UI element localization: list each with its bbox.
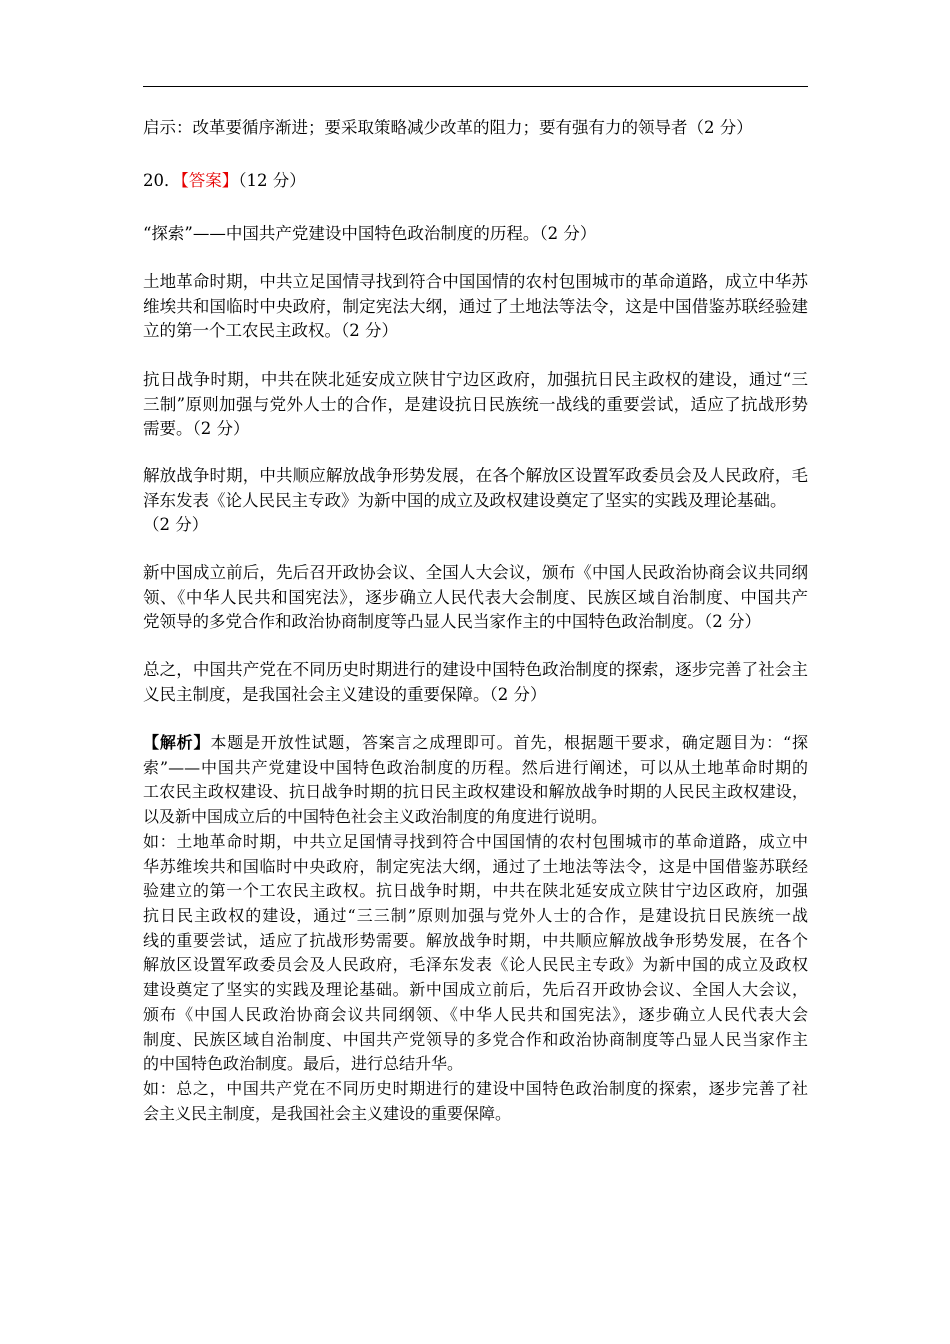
- question-heading: [143, 169, 808, 194]
- header-rule: [143, 86, 808, 87]
- answer-line: 三制”原则加强与党外人士的合作，是建设抗日民族统一战线的重要尝试，适应了抗战形势: [143, 394, 808, 414]
- analysis-line: 如：土地革命时期，中共立足国情寻找到符合中国国情的农村包围城市的革命道路，成立中: [143, 831, 808, 851]
- answer-theme: [143, 222, 808, 247]
- answer-tag: 【答案】: [180, 171, 239, 190]
- answer-paragraph-summary: [143, 658, 808, 707]
- answer-theme-line: “探索”——中国共产党建设中国特色政治制度的历程。（2 分）: [143, 224, 597, 243]
- analysis-line: 线的重要尝试，适应了抗战形势需要。解放战争时期，中共顺应解放战争形势发展，在各个: [143, 930, 808, 950]
- answer-line: 总之，中国共产党在不同历史时期进行的建设中国特色政治制度的探索，逐步完善了社会主: [143, 660, 808, 679]
- analysis-line: [143, 731, 808, 756]
- answer-line: 解放战争时期，中共顺应解放战争形势发展，在各个解放区设置军政委员会及人民政府，毛: [143, 466, 808, 485]
- answer-line: 抗日战争时期，中共在陕北延安成立陕甘宁边区政府，加强抗日民主政权的建设，通过“三: [143, 370, 808, 389]
- analysis-line: 建设奠定了坚实的实践及理论基础。新中国成立前后，先后召开政协会议、全国人大会议，: [143, 980, 808, 1000]
- answer-line: 需要。（2 分）: [143, 419, 250, 438]
- answer-line: 义民主制度，是我国社会主义建设的重要保障。（2 分）: [143, 684, 547, 704]
- answer-line: （2 分）: [143, 515, 209, 534]
- answer-line: 泽东发表《论人民民主专政》为新中国的成立及政权建设奠定了坚实的实践及理论基础。: [143, 490, 787, 510]
- answer-line: 党领导的多党合作和政治协商制度等凸显人民当家作主的中国特色政治制度。（2 分）: [143, 612, 761, 631]
- analysis-line: 制度、民族区域自治制度、中国共产党领导的多党合作和政治协商制度等凸显人民当家作主: [143, 1029, 808, 1049]
- analysis-text: 本题是开放性试题，答案言之成理即可。首先，根据题干要求，确定题目为：“探: [210, 733, 808, 752]
- analysis-line: 解放区设置军政委员会及人民政府，毛泽东发表《论人民民主专政》为新中国的成立及政权: [143, 955, 808, 975]
- answer-paragraph-liberation-war: [143, 464, 808, 538]
- analysis-line: 抗日民主政权的建设，通过“三三制”原则加强与党外人士的合作，是建设抗日民族统一战: [143, 906, 808, 926]
- analysis-line: 华苏维埃共和国临时中央政府，制定宪法大纲，通过了土地法等法令，这是中国借鉴苏联经: [143, 856, 808, 876]
- analysis-line: 索”——中国共产党建设中国特色政治制度的历程。然后进行阐述，可以从土地革命时期的: [143, 757, 808, 777]
- analysis-block: [143, 731, 808, 1127]
- analysis-line: 会主义民主制度，是我国社会主义建设的重要保障。: [143, 1103, 512, 1123]
- answer-line: 新中国成立前后，先后召开政协会议、全国人大会议，颁布《中国人民政治协商会议共同纲: [143, 563, 808, 582]
- analysis-line: 验建立的第一个工农民主政权。抗日战争时期，中共在陕北延安成立陕甘宁边区政府，加强: [143, 881, 808, 901]
- answer-line: 领、《中华人民共和国宪法》，逐步确立人民代表大会制度、民族区域自治制度、中国共产: [143, 587, 808, 607]
- analysis-line: 如：总之，中国共产党在不同历史时期进行的建设中国特色政治制度的探索，逐步完善了社: [143, 1079, 808, 1099]
- answer-line: 维埃共和国临时中央政府，制定宪法大纲，通过了土地法等法令，这是中国借鉴苏联经验建: [143, 296, 808, 316]
- analysis-line: 以及新中国成立后的中国特色社会主义政治制度的角度进行说明。: [143, 807, 608, 827]
- question-heading-line: [143, 169, 808, 194]
- analysis-line: 工农民主政权建设、抗日战争时期的抗日民主政权建设和解放战争时期的人民民主政权建设，: [143, 782, 808, 802]
- answer-line: 土地革命时期，中共立足国情寻找到符合中国国情的农村包围城市的革命道路，成立中华苏: [143, 272, 808, 291]
- analysis-line: 颁布《中国人民政治协商会议共同纲领、《中华人民共和国宪法》，逐步确立人民代表大会: [143, 1004, 808, 1024]
- answer-paragraph-anti-japanese-war: [143, 368, 808, 442]
- answer-paragraph-land-revolution: [143, 270, 808, 344]
- question-score: （12 分）: [238, 171, 306, 190]
- question-number: 20．: [143, 171, 181, 190]
- analysis-tag: 【解析】: [143, 733, 211, 752]
- answer-paragraph-new-china: [143, 561, 808, 635]
- analysis-line: 的中国特色政治制度。最后，进行总结升华。: [143, 1054, 464, 1074]
- answer-line: 立的第一个工农民主政权。（2 分）: [143, 321, 398, 340]
- insight-line: 启示：改革要循序渐进；要采取策略减少改革的阻力；要有强有力的领导者（2 分）: [143, 118, 753, 137]
- insight-block: [143, 116, 808, 141]
